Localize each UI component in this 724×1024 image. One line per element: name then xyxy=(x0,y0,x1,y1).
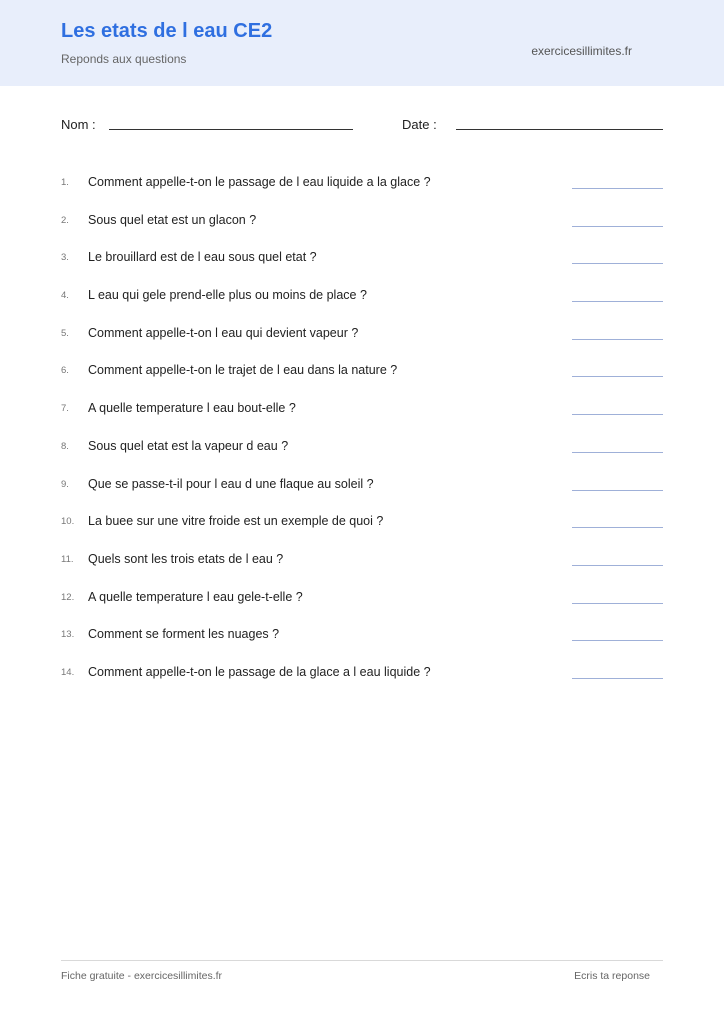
question-item xyxy=(0,352,724,390)
question-item xyxy=(0,541,724,579)
answer-line[interactable] xyxy=(572,527,663,528)
question-item xyxy=(0,390,724,428)
question-text: L eau qui gele prend-elle plus ou moins de place ? xyxy=(88,288,367,303)
name-field[interactable] xyxy=(109,129,353,130)
answer-line[interactable] xyxy=(572,452,663,453)
date-field[interactable] xyxy=(456,129,663,130)
answer-line[interactable] xyxy=(572,226,663,227)
question-number: 14. xyxy=(61,666,75,678)
footer-source: Fiche gratuite - exercicesillimites.fr xyxy=(61,970,223,982)
question-item xyxy=(0,428,724,466)
answer-line[interactable] xyxy=(572,414,663,415)
question-number: 2. xyxy=(61,214,69,226)
answer-line[interactable] xyxy=(572,339,663,340)
answer-line[interactable] xyxy=(572,490,663,491)
question-text: A quelle temperature l eau gele-t-elle ? xyxy=(88,589,303,604)
footer-divider xyxy=(61,960,663,961)
question-item xyxy=(0,239,724,277)
answer-line[interactable] xyxy=(572,565,663,566)
answer-line[interactable] xyxy=(572,263,663,264)
question-list xyxy=(0,164,724,692)
page-subtitle: Reponds aux questions xyxy=(61,52,187,66)
question-number: 10. xyxy=(61,516,75,528)
question-item xyxy=(0,654,724,692)
question-number: 9. xyxy=(61,478,69,490)
question-text: Comment appelle-t-on le passage de l eau liquide a la glace ? xyxy=(88,175,431,189)
question-item xyxy=(0,616,724,654)
answer-line[interactable] xyxy=(572,376,663,377)
answer-line[interactable] xyxy=(572,678,663,679)
question-number: 6. xyxy=(61,365,69,377)
question-item xyxy=(0,503,724,541)
question-number: 3. xyxy=(61,252,69,264)
answer-line[interactable] xyxy=(572,301,663,302)
question-text: La buee sur une vitre froide est un exemple de quoi ? xyxy=(88,514,384,529)
question-text: Comment appelle-t-on l eau qui devient vapeur ? xyxy=(88,325,359,340)
question-text: Quels sont les trois etats de l eau ? xyxy=(88,551,284,566)
question-text: Comment appelle-t-on le trajet de l eau dans la nature ? xyxy=(88,363,398,378)
question-item xyxy=(0,315,724,353)
question-number: 5. xyxy=(61,327,69,339)
name-label: Nom : xyxy=(61,117,96,132)
question-item xyxy=(0,579,724,617)
date-label: Date : xyxy=(402,117,437,132)
header-band xyxy=(0,0,724,86)
question-item xyxy=(0,164,724,202)
question-item xyxy=(0,277,724,315)
question-text: Comment se forment les nuages ? xyxy=(88,627,280,642)
answer-line[interactable] xyxy=(572,188,663,189)
question-number: 11. xyxy=(61,553,74,565)
answer-line[interactable] xyxy=(572,603,663,604)
question-text: Sous quel etat est la vapeur d eau ? xyxy=(88,438,289,453)
question-number: 7. xyxy=(61,403,69,415)
question-text: A quelle temperature l eau bout-elle ? xyxy=(88,401,296,416)
question-number: 1. xyxy=(61,177,69,188)
site-name: exercicesillimites.fr xyxy=(531,44,632,58)
question-text: Le brouillard est de l eau sous quel etat ? xyxy=(88,250,317,265)
question-number: 12. xyxy=(61,591,75,603)
footer-instruction: Ecris ta reponse xyxy=(574,970,650,982)
question-item xyxy=(0,202,724,240)
question-text: Que se passe-t-il pour l eau d une flaque au soleil ? xyxy=(88,476,374,491)
question-item xyxy=(0,466,724,504)
question-text: Comment appelle-t-on le passage de la glace a l eau liquide ? xyxy=(88,664,431,679)
question-number: 13. xyxy=(61,629,75,641)
question-text: Sous quel etat est un glacon ? xyxy=(88,212,257,227)
question-number: 8. xyxy=(61,440,69,452)
question-number: 4. xyxy=(61,290,69,302)
page-title: Les etats de l eau CE2 xyxy=(61,20,273,42)
answer-line[interactable] xyxy=(572,640,663,641)
